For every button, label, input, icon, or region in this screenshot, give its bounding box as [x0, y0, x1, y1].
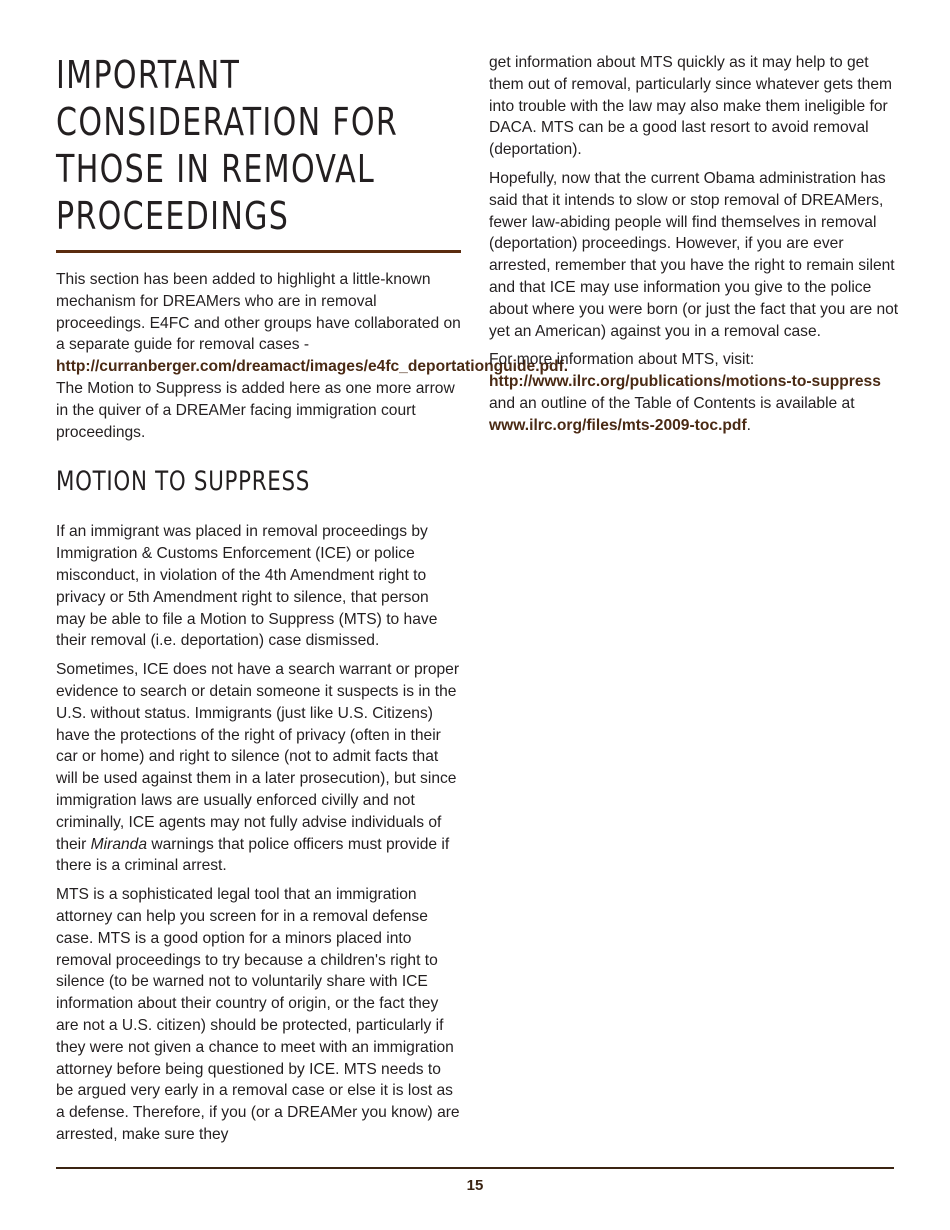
paragraph-4: get information about MTS quickly as it may help to get them out of removal, particularly since whatever gets them into trouble with the law may also make them ineligible for DACA. MTS can be a good last resort to avoid removal (deportation). — [489, 54, 893, 159]
intro-text-before: This section has been added to highlight a little-known mechanism for DREAMers who are in removal proceedings. E4FC and other groups have collaborated on a separate guide for removal cases - — [56, 271, 461, 354]
right-column — [489, 52, 899, 444]
paragraph-5: Hopefully, now that the current Obama administration has said that it intends to slow or stop removal of DREAMers, fewer law-abiding people will find themselves in removal (deportation) proceedings. However, if you are ever arrested, remember that you have the right to remain silent and that ICE may use information you give to the police about where you were born (or just the fact that you are not yet an American) against you in a removal case. — [489, 169, 899, 340]
paragraph-1: If an immigrant was placed in removal proceedings by Immigration & Customs Enforcement (ICE) or police misconduct, in violation of the 4th Amendment right to privacy or 5th Amendment right to silence, that person may be able to file a Motion to Suppress (MTS) to have their removal (i.e. deportation) case dismissed. — [56, 523, 438, 650]
paragraph-2-after: warnings that police officers must provide if there is a criminal arrest. — [56, 835, 450, 875]
ilrc-toc-link[interactable]: www.ilrc.org/files/mts-2009-toc.pdf — [489, 416, 747, 434]
paragraph-6 — [489, 349, 899, 436]
paragraph-6-middle: and an outline of the Table of Contents is available at — [489, 394, 855, 412]
paragraph-6-after: . — [746, 416, 751, 434]
intro-paragraph — [56, 269, 569, 443]
deportation-guide-link[interactable]: http://curranberger.com/dreamact/images/e4fc_deportationguide.pdf. — [56, 358, 569, 376]
title-divider — [56, 250, 461, 253]
footer-divider — [56, 1167, 894, 1169]
intro-text-after: The Motion to Suppress is added here as one more arrow in the quiver of a DREAMer facing immigration court proceedings. — [56, 379, 455, 441]
paragraph-2-before: Sometimes, ICE does not have a search warrant or proper evidence to search or detain someone it suspects is in the U.S. without status. Immigrants (just like U.S. Citizens) have the protections of the right of privacy (often in their car or home) and right to silence (not to admit facts that will be used against them in a later prosecution), but since immigration laws are usually enforced civilly and not criminally, ICE agents may not fully advise individuals of their — [56, 661, 460, 853]
section-heading: MOTION TO SUPPRESS — [56, 466, 311, 498]
ilrc-mts-link[interactable]: http://www.ilrc.org/publications/motions-to-suppress — [489, 373, 881, 391]
paragraph-2 — [56, 659, 461, 877]
paragraph-6-before: For more information about MTS, visit: — [489, 351, 755, 369]
paragraph-3: MTS is a sophisticated legal tool that an immigration attorney can help you screen for in a removal defense case. MTS is a good option for a minors placed into removal proceedings to try because a children's right to silence (to be warned not to voluntarily share with ICE information about their country of origin, or the fact they are not a U.S. citizen) should be protected, particularly if they were not given a chance to meet with an immigration attorney before being questioned by ICE. MTS needs to be argued very early in a removal case or else it is lost as a defense. Therefore, if you (or a DREAMer you know) are arrested, make sure they — [56, 886, 460, 1143]
page-number: 15 — [466, 1177, 484, 1194]
left-column — [56, 52, 569, 1153]
page-title: IMPORTANT CONSIDERATION FOR THOSE IN REMOVAL PROCEEDINGS — [56, 53, 399, 238]
miranda-italic: Miranda — [90, 835, 148, 853]
